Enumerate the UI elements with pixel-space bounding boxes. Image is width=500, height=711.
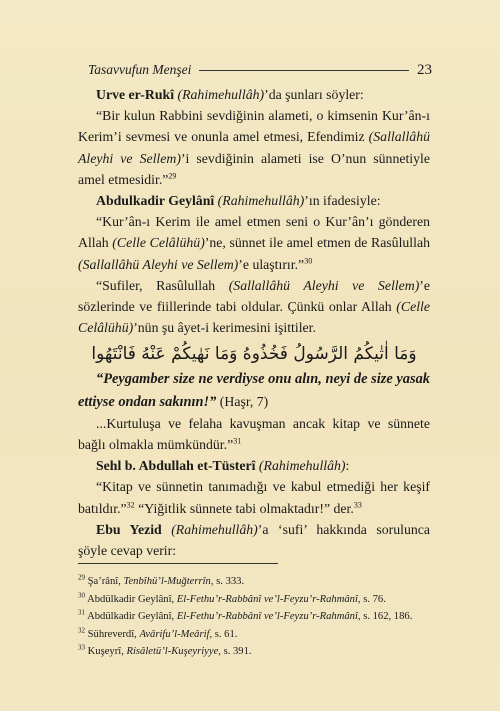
footnote-ref: 31 [233,436,242,446]
paragraph-urve [78,84,430,105]
footnote-ref: 33 [353,500,362,510]
footnote-rule [78,563,278,564]
text: ’ne, sünnet ile amel etmen de Rasûlullah [204,235,430,251]
footnote-location: , s. 76. [357,593,386,605]
footnote-location: , s. 162, 186. [357,611,413,622]
text: : [345,458,350,474]
running-header [88,60,432,80]
quote-sufiler [78,275,430,339]
page-number: 23 [417,61,432,78]
footnote-work: El-Fethu’r-Rabbânî ve’l-Feyzu’r-Rahmânî [176,611,358,622]
chapter-title: Tasavvufun Menşei [88,62,192,77]
paragraph-tusteri [78,455,430,476]
honorific: (Sallallâhü Aleyhi ve Sellem) [78,129,430,166]
footnote-author: Abdülkadir Geylânî, [87,593,177,605]
footnote-number: 30 [78,590,85,599]
footnote [78,591,430,609]
footnote [78,643,430,661]
footnote-author: Sühreverdî, [87,628,140,640]
text: “Bir kulun Rabbini sevdiğinin alameti, o kimsenin Kur’ân-ı Kerim’i sevmesi ve onunla amel etmesi, Efendimiz [78,108,430,145]
footnote-ref: 29 [168,171,177,181]
honorific: (Celle Celâlühü) [78,299,430,336]
text: “Kitap ve sünnetin tanımadığı ve kabul etmediği her keşif batıldır.” [78,479,430,516]
text: ’e sözlerinde ve fiillerinde tabi oldular. Çünkü onlar Allah [78,277,431,315]
footnotes [78,573,430,661]
text: ’da şunları söyler: [264,87,364,102]
honorific: (Sallallâhü Aleyhi ve Sellem) [228,277,420,293]
header-rule [199,70,409,71]
quote-urve [78,105,430,190]
text: ’e ulaştırır.” [238,256,305,272]
footnote [78,573,430,591]
text: ...Kurtuluşa ve felaha kavuşman ancak kitap ve sünnete bağlı olmakla mümkündür.” [78,415,430,453]
text: “Kur’ân-ı Kerim ile amel etmen seni o Kur’ân’ı gönderen Allah [78,214,430,251]
footnote-location: , s. 391. [218,646,252,657]
footnote-location: , s. 61. [209,628,238,640]
verse-reference: (Haşr, 7) [216,393,269,409]
verse-text: “Peygamber size ne verdiyse onu alın, neyi de size yasak ettiyse ondan sakının!” [78,371,430,410]
text: ’a ‘sufi’ hakkında sorulunca şöyle cevap verir: [78,521,430,559]
honorific: (Rahimehullâh) [177,87,265,102]
person-name: Abdulkadir Geylânî [96,193,215,209]
footnote-author: Kuşeyrî, [87,646,127,657]
footnote-author: Şa’rânî, [87,576,124,587]
footnote [78,626,430,644]
person-name: Urve er-Rukî [96,87,175,102]
text: ’i sevdiğinin alameti ise O’nun sünnetiyle amel etmesidir.” [78,150,430,187]
honorific: (Rahimehullâh) [258,458,346,474]
footnote-number: 31 [78,608,85,617]
footnote-number: 32 [78,625,85,634]
footnote-number: 29 [78,573,85,582]
honorific: (Rahimehullâh) [217,193,305,209]
footnote [78,608,430,626]
quote-geylani [78,211,430,275]
person-name: Ebu Yezid [96,521,162,537]
quote-kurtulus [78,413,430,455]
footnote-number: 33 [78,643,85,652]
footnote-location: , s. 333. [210,576,245,587]
footnote-work: Tenbîhü’l-Muğterrîn [123,576,211,587]
footnote-work: Avârifu’l-Meârif [139,628,210,640]
footnote-ref: 30 [304,256,313,266]
text: “Sufiler, Rasûlullah [96,277,229,293]
honorific: (Celle Celâlühü) [112,235,205,251]
text: “Yiğitlik sünnete tabi olmaktadır!” der. [134,500,354,516]
text: ’nün şu âyet-i kerimesini işittiler. [133,320,316,336]
footnote-work: El-Fethu’r-Rabbânî ve’l-Feyzu’r-Rahmânî [176,593,358,605]
person-name: Sehl b. Abdullah et-Tüsterî [96,458,256,474]
paragraph-ebu-yezid [78,519,430,561]
body-text [78,84,430,561]
arabic-verse: وَمَا اٰتٰيكُمُ الرَّسُولُ فَخُذُوهُ وَمَا نَهٰيكُمْ عَنْهُ فَانْتَهُوا [91,344,417,365]
paragraph-geylani [78,190,430,211]
verse-translation [78,368,430,412]
quote-tusteri [78,476,430,518]
footnote-work: Risâletü’l-Kuşeyriyye [126,646,219,657]
honorific: (Rahimehullâh) [171,521,258,537]
text: ’ın ifadesiyle: [304,193,381,209]
footnote-author: Abdülkadir Geylânî, [87,611,177,622]
footnote-ref: 32 [126,500,135,510]
honorific: (Sallallâhü Aleyhi ve Sellem) [78,256,239,272]
